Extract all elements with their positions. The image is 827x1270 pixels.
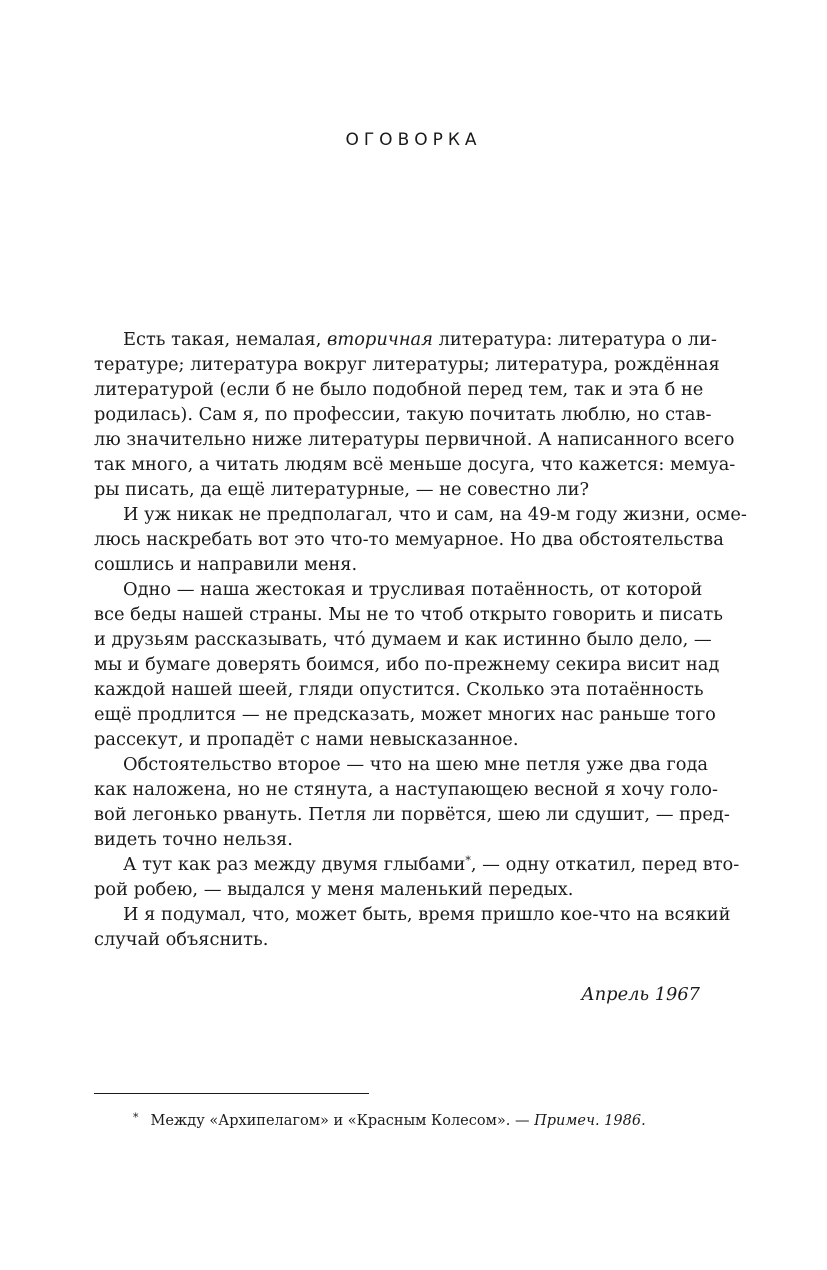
body-text — [94, 327, 747, 952]
text-line: мы и бумаге доверять боимся, ибо по-прежнему секира висит над — [94, 654, 720, 675]
text-line: лю значительно ниже литературы первичной. А написанного всего — [94, 429, 735, 450]
text-line: и друзьям рассказывать, что́ думаем и как истинно было дело, — — [94, 629, 712, 650]
footnote-reference[interactable]: * — [465, 854, 471, 867]
text-line: все беды нашей страны. Мы не то чтоб открыто говорить и писать — [94, 604, 723, 625]
text-line: литературой (если б не было подобной перед тем, так и эта б не — [94, 379, 704, 400]
footnote-divider — [94, 1093, 369, 1094]
text-line: рассекут, и пропадёт с нами невысказанное. — [94, 729, 519, 750]
footnote-text: Между «Архипелагом» и «Красным Колесом». — — [150, 1113, 530, 1129]
text-line: люсь наскребать вот это что-то мемуарное. Но два обстоятельства — [94, 529, 724, 550]
footnote-note: Примеч. 1986. — [534, 1113, 646, 1129]
text-line: родилась). Сам я, по профессии, такую почитать люблю, но став- — [94, 404, 712, 425]
text-line: А тут как раз между двумя глыбами*, — одну откатил, перед вто- — [123, 854, 740, 875]
text-line: вой легонько рвануть. Петля ли порвётся, шею ли сдушит, — пред- — [94, 804, 730, 825]
text-line: И уж никак не предполагал, что и сам, на 49-м году жизни, осме- — [123, 504, 747, 525]
text-line: так много, а читать людям всё меньше досуга, что кажется: мемуа- — [94, 454, 736, 475]
text-line: каждой нашей шеей, гляди опустится. Сколько эта потаённость — [94, 679, 704, 700]
chapter-title: ОГОВОРКА — [345, 130, 482, 150]
text-line: ещё продлится — не предсказать, может многих нас раньше того — [94, 704, 716, 725]
text-line: Обстоятельство второе — что на шею мне петля уже два года — [123, 754, 709, 775]
text-line: сошлись и направили меня. — [94, 554, 358, 575]
text-line: как наложена, но не стянута, а наступающею весной я хочу голо- — [94, 779, 719, 800]
emphasis: вторичная — [327, 329, 433, 350]
text-line: случай объяснить. — [94, 929, 269, 950]
text-line: И я подумал, что, может быть, время пришло кое-что на всякий — [123, 904, 731, 925]
text-line: видеть точно нельзя. — [94, 829, 293, 850]
text-line: рой робею, — выдался у меня маленький передых. — [94, 879, 574, 900]
footnote — [133, 1108, 646, 1131]
date-signature: Апрель 1967 — [581, 984, 700, 1005]
text-line: ры писать, да ещё литературные, — не совестно ли? — [94, 479, 590, 500]
footnote-mark: * — [133, 1111, 139, 1124]
text-line: Одно — наша жестокая и трусливая потаённость, от которой — [123, 579, 703, 600]
text-line: Есть такая, немалая, вторичная литература: литература о ли- — [123, 329, 717, 350]
text-line: тературе; литература вокруг литературы; литература, рождённая — [94, 354, 720, 375]
